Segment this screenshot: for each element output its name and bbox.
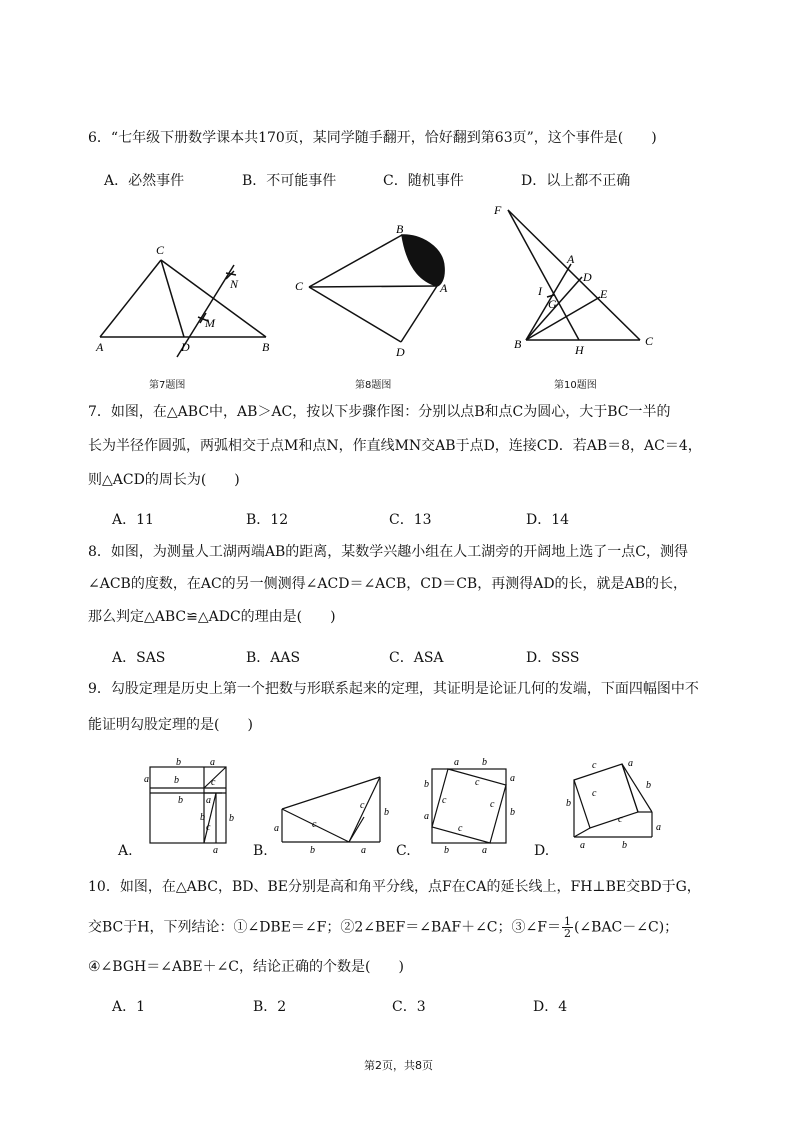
svg-text:a: a — [206, 795, 211, 806]
q10-line-2 — [88, 916, 678, 939]
fig10-label-d: D — [583, 270, 592, 284]
svg-text:a: a — [454, 757, 459, 768]
svg-text:c: c — [360, 800, 365, 811]
fig8-label-b: B — [396, 222, 404, 236]
svg-text:b: b — [444, 845, 449, 856]
fig7-label-a: A — [96, 340, 104, 354]
svg-text:a: a — [144, 774, 149, 785]
svg-text:b: b — [646, 780, 651, 791]
svg-text:a: a — [210, 757, 215, 768]
svg-text:c: c — [592, 788, 597, 799]
q9-fig-label-a: A. — [118, 843, 133, 859]
fig8-label-d: D — [396, 345, 405, 359]
svg-text:b: b — [229, 813, 234, 824]
svg-text:b: b — [200, 812, 205, 823]
svg-text:b: b — [622, 840, 627, 851]
fig10-caption: 第10题图 — [554, 380, 597, 391]
svg-text:a: a — [510, 773, 515, 784]
q10-line-1: 10．如图，在△ABC，BD、BE分别是高和角平分线，点F在CA的延长线上，FH⊥BE交BD于G， — [88, 879, 701, 895]
figure-9a — [142, 755, 237, 855]
q10-line-3: ④∠BGH＝∠ABE＋∠C，结论正确的个数是( ) — [88, 959, 404, 975]
q10-line-2-start: 交BC于H，下列结论：①∠DBE＝∠F；②2∠BEF＝∠BAF＋∠C；③∠F＝ — [88, 919, 561, 936]
figure-9d — [562, 752, 667, 854]
svg-text:b: b — [482, 757, 487, 768]
q8-option-d: D．SSS — [526, 650, 580, 666]
svg-text:c: c — [312, 819, 317, 830]
q7-option-c: C．13 — [389, 512, 432, 528]
q10-line-2-end: (∠BAC－∠C)； — [573, 919, 679, 936]
q6-option-b: B．不可能事件 — [242, 173, 337, 189]
figure-10 — [490, 198, 665, 360]
q8-line-1: 8．如图，为测量人工湖两端AB的距离，某数学兴趣小组在人工湖旁的开阔地上选了一点C，测得 — [88, 544, 689, 560]
fig7-caption: 第7题图 — [149, 380, 186, 391]
svg-text:a: a — [274, 823, 279, 834]
svg-text:a: a — [424, 811, 429, 822]
q9-fig-label-d: D. — [534, 843, 550, 859]
svg-text:b: b — [178, 795, 183, 806]
fig7-label-d: D — [181, 340, 190, 354]
fig10-label-b: B — [514, 337, 522, 351]
svg-text:b: b — [310, 845, 315, 856]
q9-line-2: 能证明勾股定理的是( ) — [88, 717, 253, 733]
q10-option-a: A．1 — [112, 999, 146, 1015]
fig7-label-m: M — [205, 316, 215, 330]
q8-option-c: C．ASA — [389, 650, 444, 666]
fig10-label-f: F — [494, 203, 502, 217]
q6-stem: 6．“七年级下册数学课本共170页，某同学随手翻开，恰好翻到第63页”，这个事件是( ) — [88, 130, 657, 146]
fig8-label-c: C — [295, 279, 304, 293]
figure-9c — [420, 755, 520, 855]
svg-text:c: c — [211, 777, 216, 788]
fig7-label-c: C — [156, 243, 165, 257]
q9-fig-label-c: C. — [396, 843, 411, 859]
fig8-label-a: A — [440, 281, 448, 295]
q10-fraction-numerator: 1 — [563, 915, 571, 928]
svg-text:b: b — [566, 798, 571, 809]
q6-option-c: C．随机事件 — [383, 173, 464, 189]
q7-option-d: D．14 — [526, 512, 570, 528]
fig10-label-h: H — [575, 343, 584, 357]
svg-text:b: b — [176, 757, 181, 768]
q8-line-3: 那么判定△ABC≌△ADC的理由是( ) — [88, 609, 336, 625]
q9-fig-label-b: B. — [253, 843, 268, 859]
fig10-label-c: C — [645, 334, 654, 348]
q6-option-d: D．以上都不正确 — [521, 173, 631, 189]
svg-text:a: a — [580, 840, 585, 851]
q8-option-a: A．SAS — [112, 650, 166, 666]
svg-text:b: b — [174, 775, 179, 786]
q8-option-b: B．AAS — [246, 650, 301, 666]
q6-option-a: A．必然事件 — [104, 173, 185, 189]
figure-7 — [90, 235, 285, 360]
fig10-label-a: A — [567, 252, 575, 266]
svg-text:a: a — [628, 758, 633, 769]
q10-option-b: B．2 — [253, 999, 287, 1015]
fig8-caption: 第8题图 — [355, 380, 392, 391]
figure-8 — [290, 222, 460, 362]
page-footer: 第2页，共8页 — [364, 1059, 433, 1072]
q10-option-d: D．4 — [533, 999, 568, 1015]
svg-text:c: c — [442, 795, 447, 806]
fig7-label-b: B — [262, 340, 270, 354]
svg-text:b: b — [510, 807, 515, 818]
svg-text:b: b — [384, 807, 389, 818]
svg-text:c: c — [458, 823, 463, 834]
q7-option-a: A．11 — [112, 512, 154, 528]
svg-text:b: b — [424, 779, 429, 790]
fig7-label-n: N — [230, 277, 239, 291]
svg-text:a: a — [656, 822, 661, 833]
fig10-label-e: E — [600, 287, 608, 301]
q7-line-3: 则△ACD的周长为( ) — [88, 472, 240, 488]
q10-option-c: C．3 — [392, 999, 426, 1015]
svg-text:c: c — [490, 799, 495, 810]
svg-text:c: c — [618, 814, 623, 825]
fig10-label-g: G — [548, 297, 557, 311]
svg-text:a: a — [482, 845, 487, 856]
q7-option-b: B．12 — [246, 512, 289, 528]
fig10-label-i: I — [538, 284, 542, 298]
q9-line-1: 9．勾股定理是历史上第一个把数与形联系起来的定理，其证明是论证几何的发端，下面四幅图中不 — [88, 681, 699, 697]
q10-fraction — [562, 916, 573, 939]
figure-9b — [272, 765, 387, 857]
svg-text:c: c — [592, 760, 597, 771]
q7-line-1: 7．如图，在△ABC中，AB＞AC，按以下步骤作图：分别以点B和点C为圆心，大于BC一半的 — [88, 404, 671, 420]
q7-line-2: 长为半径作圆弧，两弧相交于点M和点N，作直线MN交AB于点D，连接CD．若AB＝8，AC＝4， — [88, 438, 702, 454]
svg-text:c: c — [206, 822, 211, 833]
q10-fraction-denominator: 2 — [563, 927, 571, 940]
svg-text:c: c — [475, 777, 480, 788]
q8-line-2: ∠ACB的度数，在AC的另一侧测得∠ACD＝∠ACB，CD＝CB，再测得AD的长，就是AB的长， — [88, 576, 687, 592]
svg-text:a: a — [361, 845, 366, 856]
svg-text:a: a — [213, 845, 218, 856]
